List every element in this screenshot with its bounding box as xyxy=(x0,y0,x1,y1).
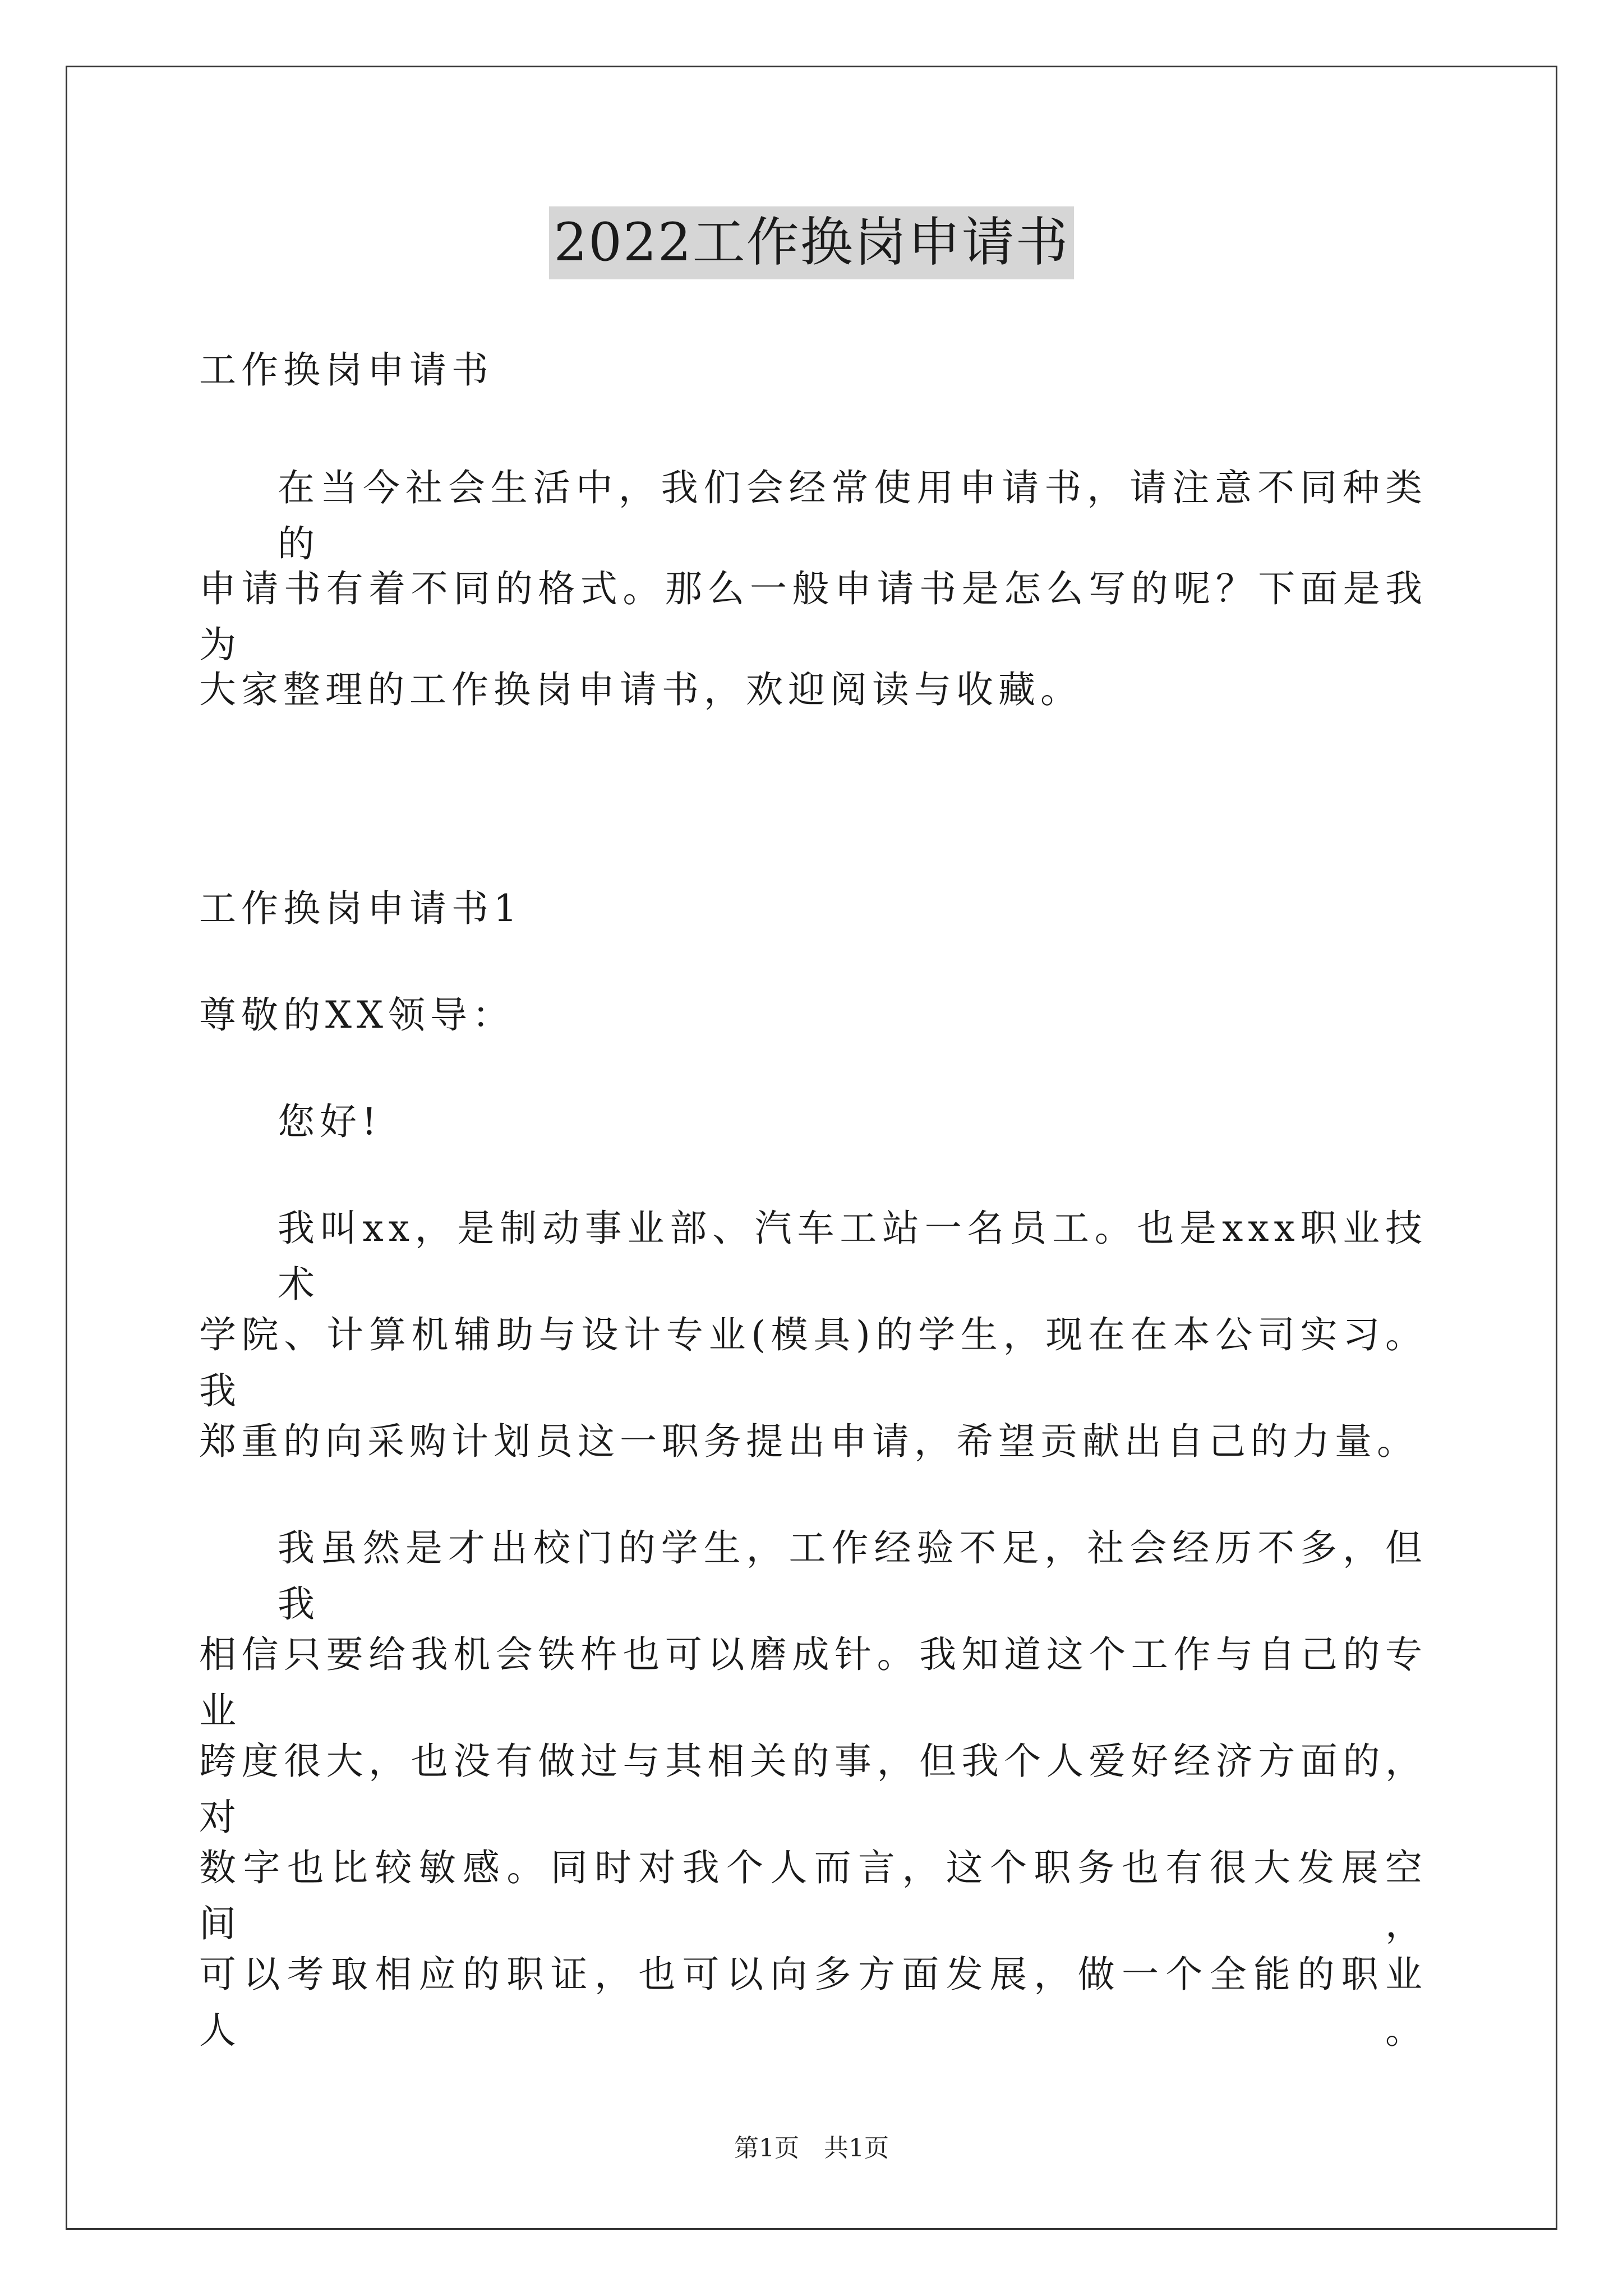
section-title: 工作换岗申请书1 xyxy=(199,887,522,930)
document-title: 2022工作换岗申请书 xyxy=(549,206,1073,279)
page-number: 第1页 共1页 xyxy=(734,2134,889,2162)
salutation: 尊敬的XX领导： xyxy=(199,993,514,1037)
intro-line: 大家整理的工作换岗申请书，欢迎阅读与收藏。 xyxy=(199,668,1082,711)
paragraph-line: 数字也比较敏感。同时对我个人而言，这个职务也有很大发展空间， xyxy=(199,1846,1427,1945)
document-heading: 工作换岗申请书 xyxy=(199,348,494,392)
greeting: 您好! xyxy=(278,1100,382,1143)
paragraph-line: 郑重的向采购计划员这一职务提出申请，希望贡献出自己的力量。 xyxy=(199,1420,1419,1463)
intro-line: 在当今社会生活中，我们会经常使用申请书，请注意不同种类的 xyxy=(278,466,1427,565)
paragraph-line: 学院、计算机辅助与设计专业(模具)的学生，现在在本公司实习。我 xyxy=(199,1313,1427,1412)
intro-line: 申请书有着不同的格式。那么一般申请书是怎么写的呢？下面是我为 xyxy=(199,567,1427,666)
title-container xyxy=(0,206,1623,279)
paragraph-line: 跨度很大，也没有做过与其相关的事，但我个人爱好经济方面的，对 xyxy=(199,1740,1427,1839)
paragraph-line: 我叫xx，是制动事业部、汽车工站一名员工。也是xxx职业技术 xyxy=(278,1207,1427,1306)
paragraph-line: 相信只要给我机会铁杵也可以磨成针。我知道这个工作与自己的专业 xyxy=(199,1633,1427,1732)
paragraph-line: 可以考取相应的职证，也可以向多方面发展，做一个全能的职业人。 xyxy=(199,1953,1427,2052)
paragraph-line: 我虽然是才出校门的学生，工作经验不足，社会经历不多，但我 xyxy=(278,1526,1427,1626)
